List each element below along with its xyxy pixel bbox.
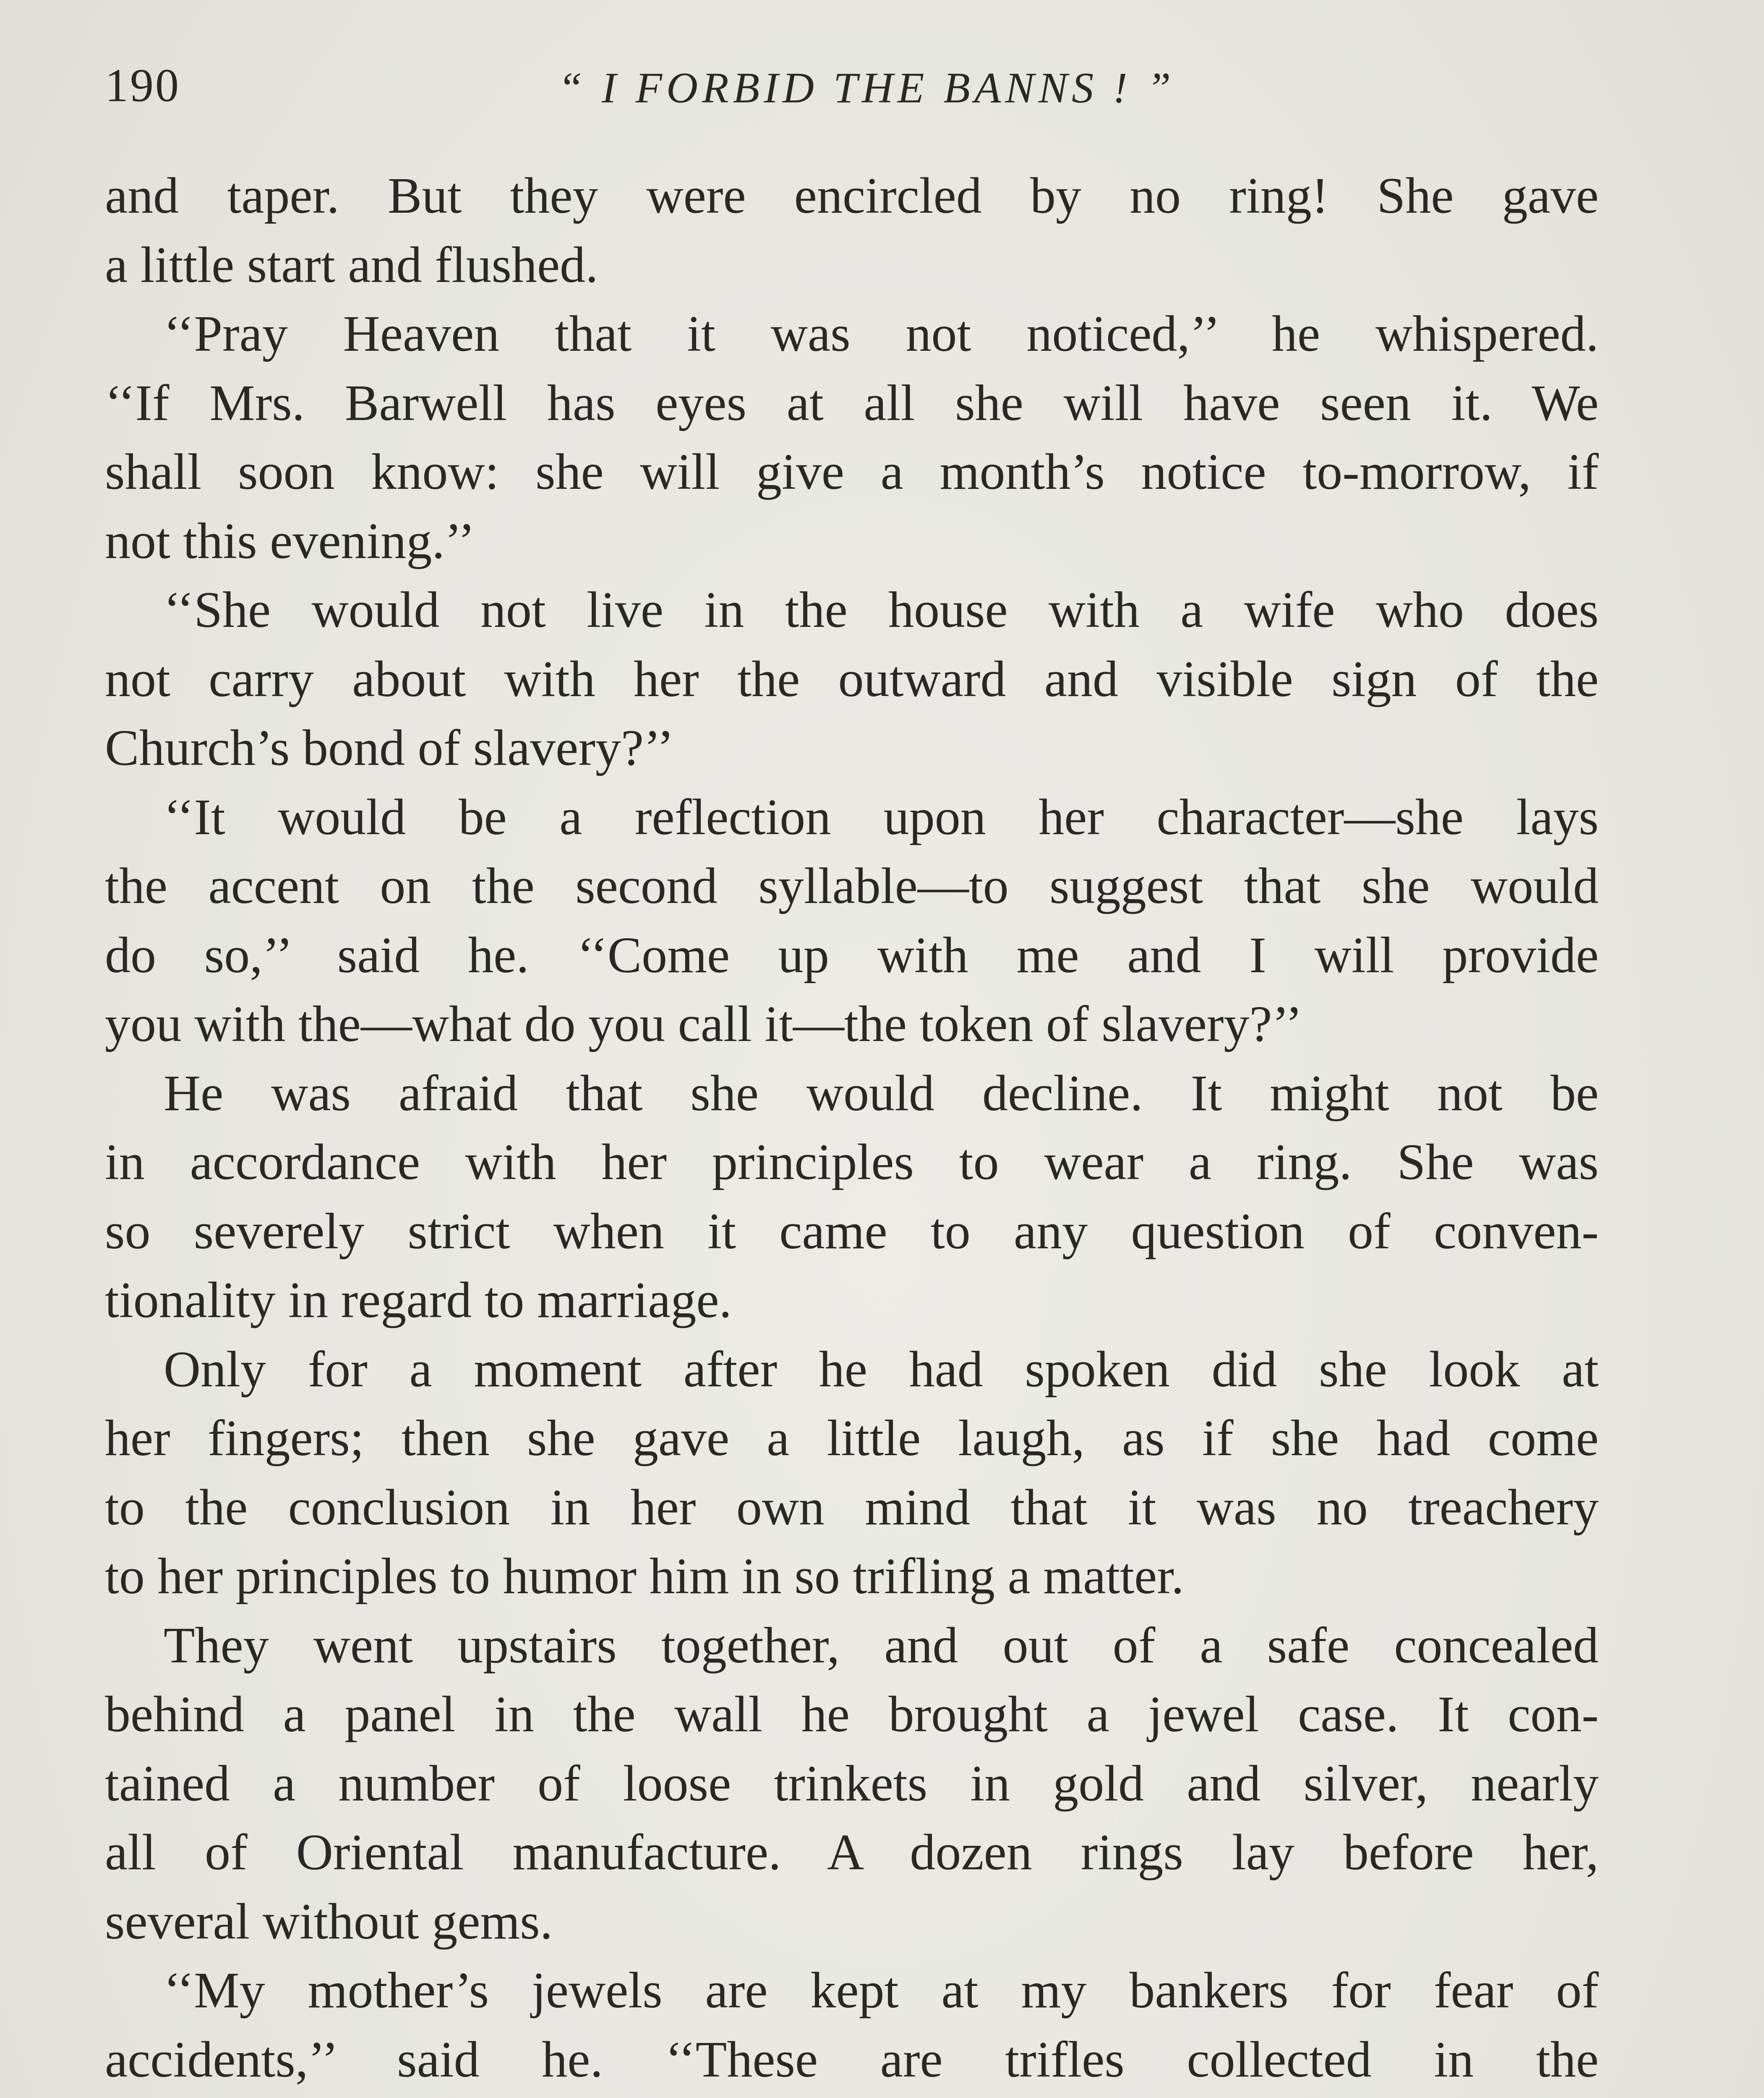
body-text <box>105 162 1599 2098</box>
text-line: behind a panel in the wall he brought a jewel case. It con- <box>105 1686 1599 1743</box>
text-line: ‘‘Pray Heaven that it was not noticed,’’ he whispered. <box>164 305 1599 362</box>
text-line: accidents,’’ said he. ‘‘These are trifles collected in the <box>105 2031 1599 2088</box>
text-line: to the conclusion in her own mind that it was no treachery <box>105 1479 1599 1536</box>
text-line: They went upstairs together, and out of a safe concealed <box>164 1617 1599 1674</box>
running-head: “ I FORBID THE BANNS ! ” <box>558 64 1175 112</box>
text-line: do so,’’ said he. ‘‘Come up with me and I will provide <box>105 926 1599 984</box>
text-line: all of Oriental manufacture. A dozen rings lay before her, <box>105 1824 1599 1881</box>
text-line: not carry about with her the outward and visible sign of the <box>105 650 1599 707</box>
page-number: 190 <box>105 60 180 112</box>
text-line: ‘‘It would be a reflection upon her character—she lays <box>164 788 1599 845</box>
text-line <box>105 2094 1599 2098</box>
text-line: and taper. But they were encircled by no ring! She gave <box>105 167 1599 224</box>
page-header <box>105 50 1599 117</box>
text-line: to her principles to humor him in so trifling a matter. <box>105 1548 1184 1605</box>
text-line: in accordance with her principles to wear a ring. She was <box>105 1134 1599 1190</box>
text-line: ‘‘If Mrs. Barwell has eyes at all she will have seen it. We <box>105 374 1599 431</box>
text-line: several without gems. <box>105 1893 553 1950</box>
text-line: so severely strict when it came to any question of conven- <box>105 1203 1599 1260</box>
text-line: her fingers; then she gave a little laugh, as if she had come <box>105 1410 1599 1467</box>
text-line: not this evening.’’ <box>105 512 475 569</box>
text-line: tionality in regard to marriage. <box>105 1272 732 1328</box>
text-line: ‘‘She would not live in the house with a wife who does <box>164 582 1599 638</box>
text-line: tained a number of loose trinkets in gold and silver, nearly <box>105 1755 1599 1812</box>
text-line: Only for a moment after he had spoken did she look at <box>164 1341 1599 1398</box>
text-line: the accent on the second syllable—to suggest that she would <box>105 858 1599 914</box>
text-line: you with the—what do you call it—the token of slavery?’’ <box>105 996 1302 1052</box>
text-line: a little start and flushed. <box>105 236 598 293</box>
text-line: He was afraid that she would decline. It might not be <box>164 1065 1599 1122</box>
text-line: shall soon know: she will give a month’s notice to-morrow, if <box>105 444 1599 500</box>
text-line: ‘‘My mother’s jewels are kept at my bankers for fear of <box>164 1962 1599 2019</box>
text-line: Church’s bond of slavery?’’ <box>105 720 674 776</box>
